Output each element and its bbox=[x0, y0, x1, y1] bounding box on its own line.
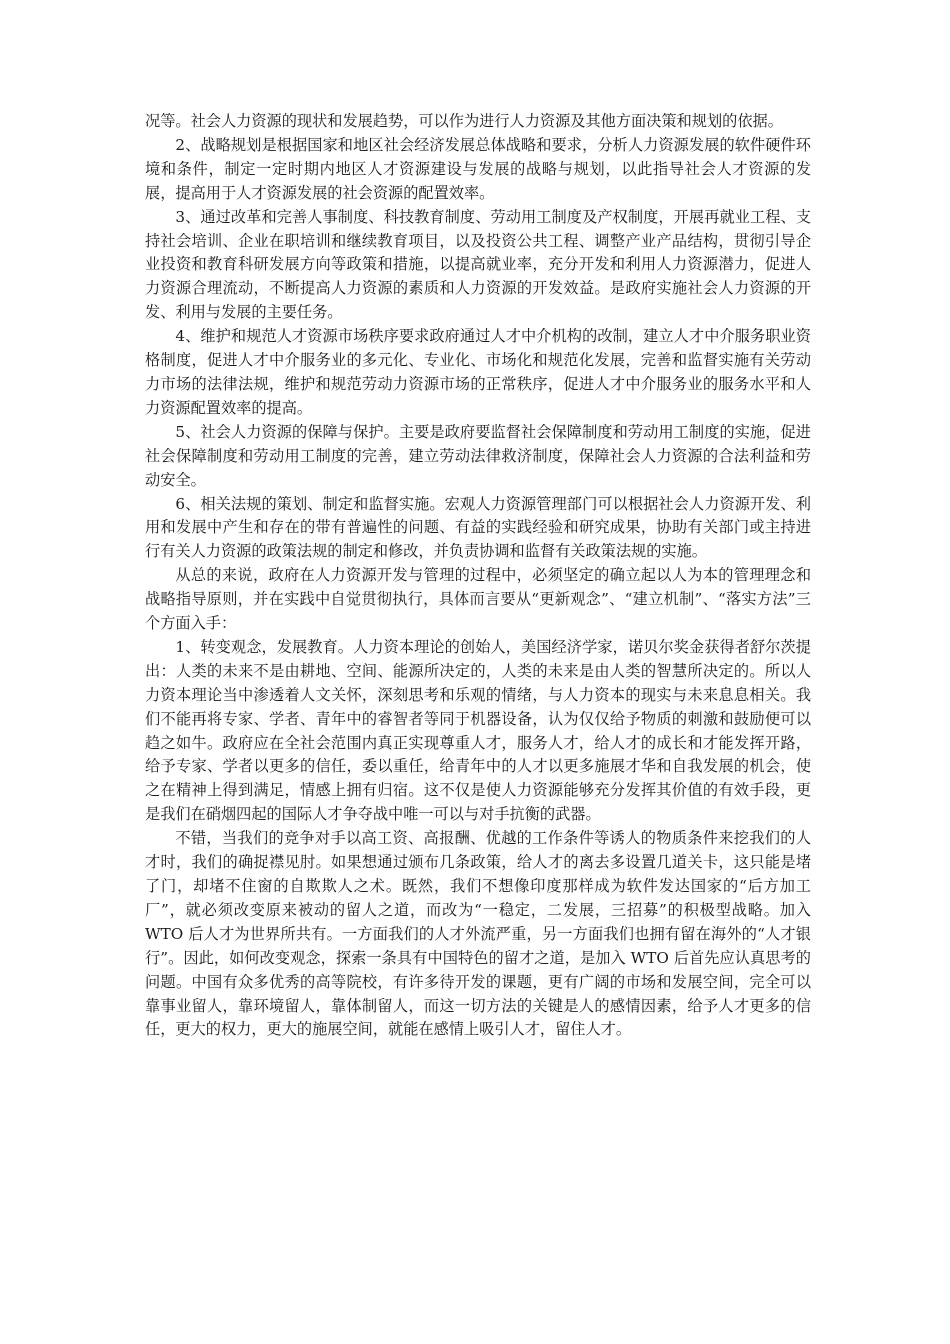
paragraph-strategic-planning: 2、战略规划是根据国家和地区社会经济发展总体战略和要求，分析人力资源发展的软件硬件环境和条件，制定一定时期内地区人才资源建设与发展的战略与规划，以此指导社会人才资源的发展，提高用于人才资源发展的社会资源的配置效率。 bbox=[145, 135, 811, 202]
paragraph-change-concepts: 1、转变观念，发展教育。人力资本理论的创始人，美国经济学家，诺贝尔奖金获得者舒尔茨提出：人类的未来不是由耕地、空间、能源所决定的，人类的未来是由人类的智慧所决定的。所以人力资本理论当中渗透着人文关怀，深刻思考和乐观的情绪，与人力资本的现实与未来息息相关。我们不能再将专家、学者、青年中的睿智者等同于机器设备，认为仅仅给予物质的刺激和鼓励便可以趋之如牛。政府应在全社会范围内真正实现尊重人才，服务人才，给人才的成长和才能发挥开路，给予专家、学者以更多的信任，委以重任，给青年中的人才以更多施展才华和自我发展的机会，使之在精神上得到满足，情感上拥有归宿。这不仅是使人力资源能够充分发挥其价值的有效手段，更是我们在硝烟四起的国际人才争夺战中唯一可以与对手抗衡的武器。 bbox=[145, 637, 811, 824]
document-page bbox=[145, 110, 811, 1042]
paragraph-system-reform: 3、通过改革和完善人事制度、科技教育制度、劳动用工制度及产权制度，开展再就业工程、支持社会培训、企业在职培训和继续教育项目，以及投资公共工程、调整产业产品结构，贯彻引导企业投资和教育科研发展方向等政策和措施，以提高就业率，充分开发和利用人力资源潜力，促进人力资源合理流动，不断提高人力资源的素质和人力资源的开发效益。是政府实施社会人力资源的开发、利用与发展的主要任务。 bbox=[145, 207, 811, 322]
paragraph-regulations: 6、相关法规的策划、制定和监督实施。宏观人力资源管理部门可以根据社会人力资源开发、利用和发展中产生和存在的带有普遍性的问题、有益的实践经验和研究成果，协助有关部门或主持进行有关人力资源的政策法规的制定和修改，并负责协调和监督有关政策法规的实施。 bbox=[145, 494, 811, 561]
paragraph-retain-talent: 不错，当我们的竞争对手以高工资、高报酬、优越的工作条件等诱人的物质条件来挖我们的人才时，我们的确捉襟见肘。如果想通过颁布几条政策，给人才的离去多设置几道关卡，这只能是堵了门，却堵不住窗的自欺欺人之术。既然，我们不想像印度那样成为软件发达国家的“后方加工厂”，就必须改变原来被动的留人之道，而改为“一稳定，二发展，三招募”的积极型战略。加入 WTO 后人才为世界所共有。一方面我们的人才外流严重，另一方面我们也拥有留在海外的“人才银行”。因此，如何改变观念，探索一条具有中国特色的留才之道，是加入 WTO 后首先应认真思考的问题。中国有众多优秀的高等院校，有许多待开发的课题，更有广阔的市场和发展空间，完全可以靠事业留人，靠环境留人，靠体制留人，而这一切方法的关键是人的感情因素，给予人才更多的信任，更大的权力，更大的施展空间，就能在感情上吸引人才，留住人才。 bbox=[145, 829, 811, 1039]
paragraph-protection: 5、社会人力资源的保障与保护。主要是政府要监督社会保障制度和劳动用工制度的实施，促进社会保障制度和劳动用工制度的完善，建立劳动法律救济制度，保障社会人力资源的合法利益和劳动安全。 bbox=[145, 422, 811, 489]
paragraph-summary: 从总的来说，政府在人力资源开发与管理的过程中，必须坚定的确立起以人为本的管理理念和战略指导原则，并在实践中自觉贯彻执行，具体而言要从“更新观念”、“建立机制”、“落实方法”三个方面入手： bbox=[145, 566, 811, 633]
paragraph-talent-market: 4、维护和规范人才资源市场秩序要求政府通过人才中介机构的改制，建立人才中介服务职业资格制度，促进人才中介服务业的多元化、专业化、市场化和规范化发展，完善和监督实施有关劳动力市场的法律法规，维护和规范劳动力资源市场的正常秩序，促进人才中介服务业的服务水平和人力资源配置效率的提高。 bbox=[145, 327, 811, 417]
paragraph-continuation: 况等。社会人力资源的现状和发展趋势，可以作为进行人力资源及其他方面决策和规划的依据。 bbox=[145, 112, 783, 130]
